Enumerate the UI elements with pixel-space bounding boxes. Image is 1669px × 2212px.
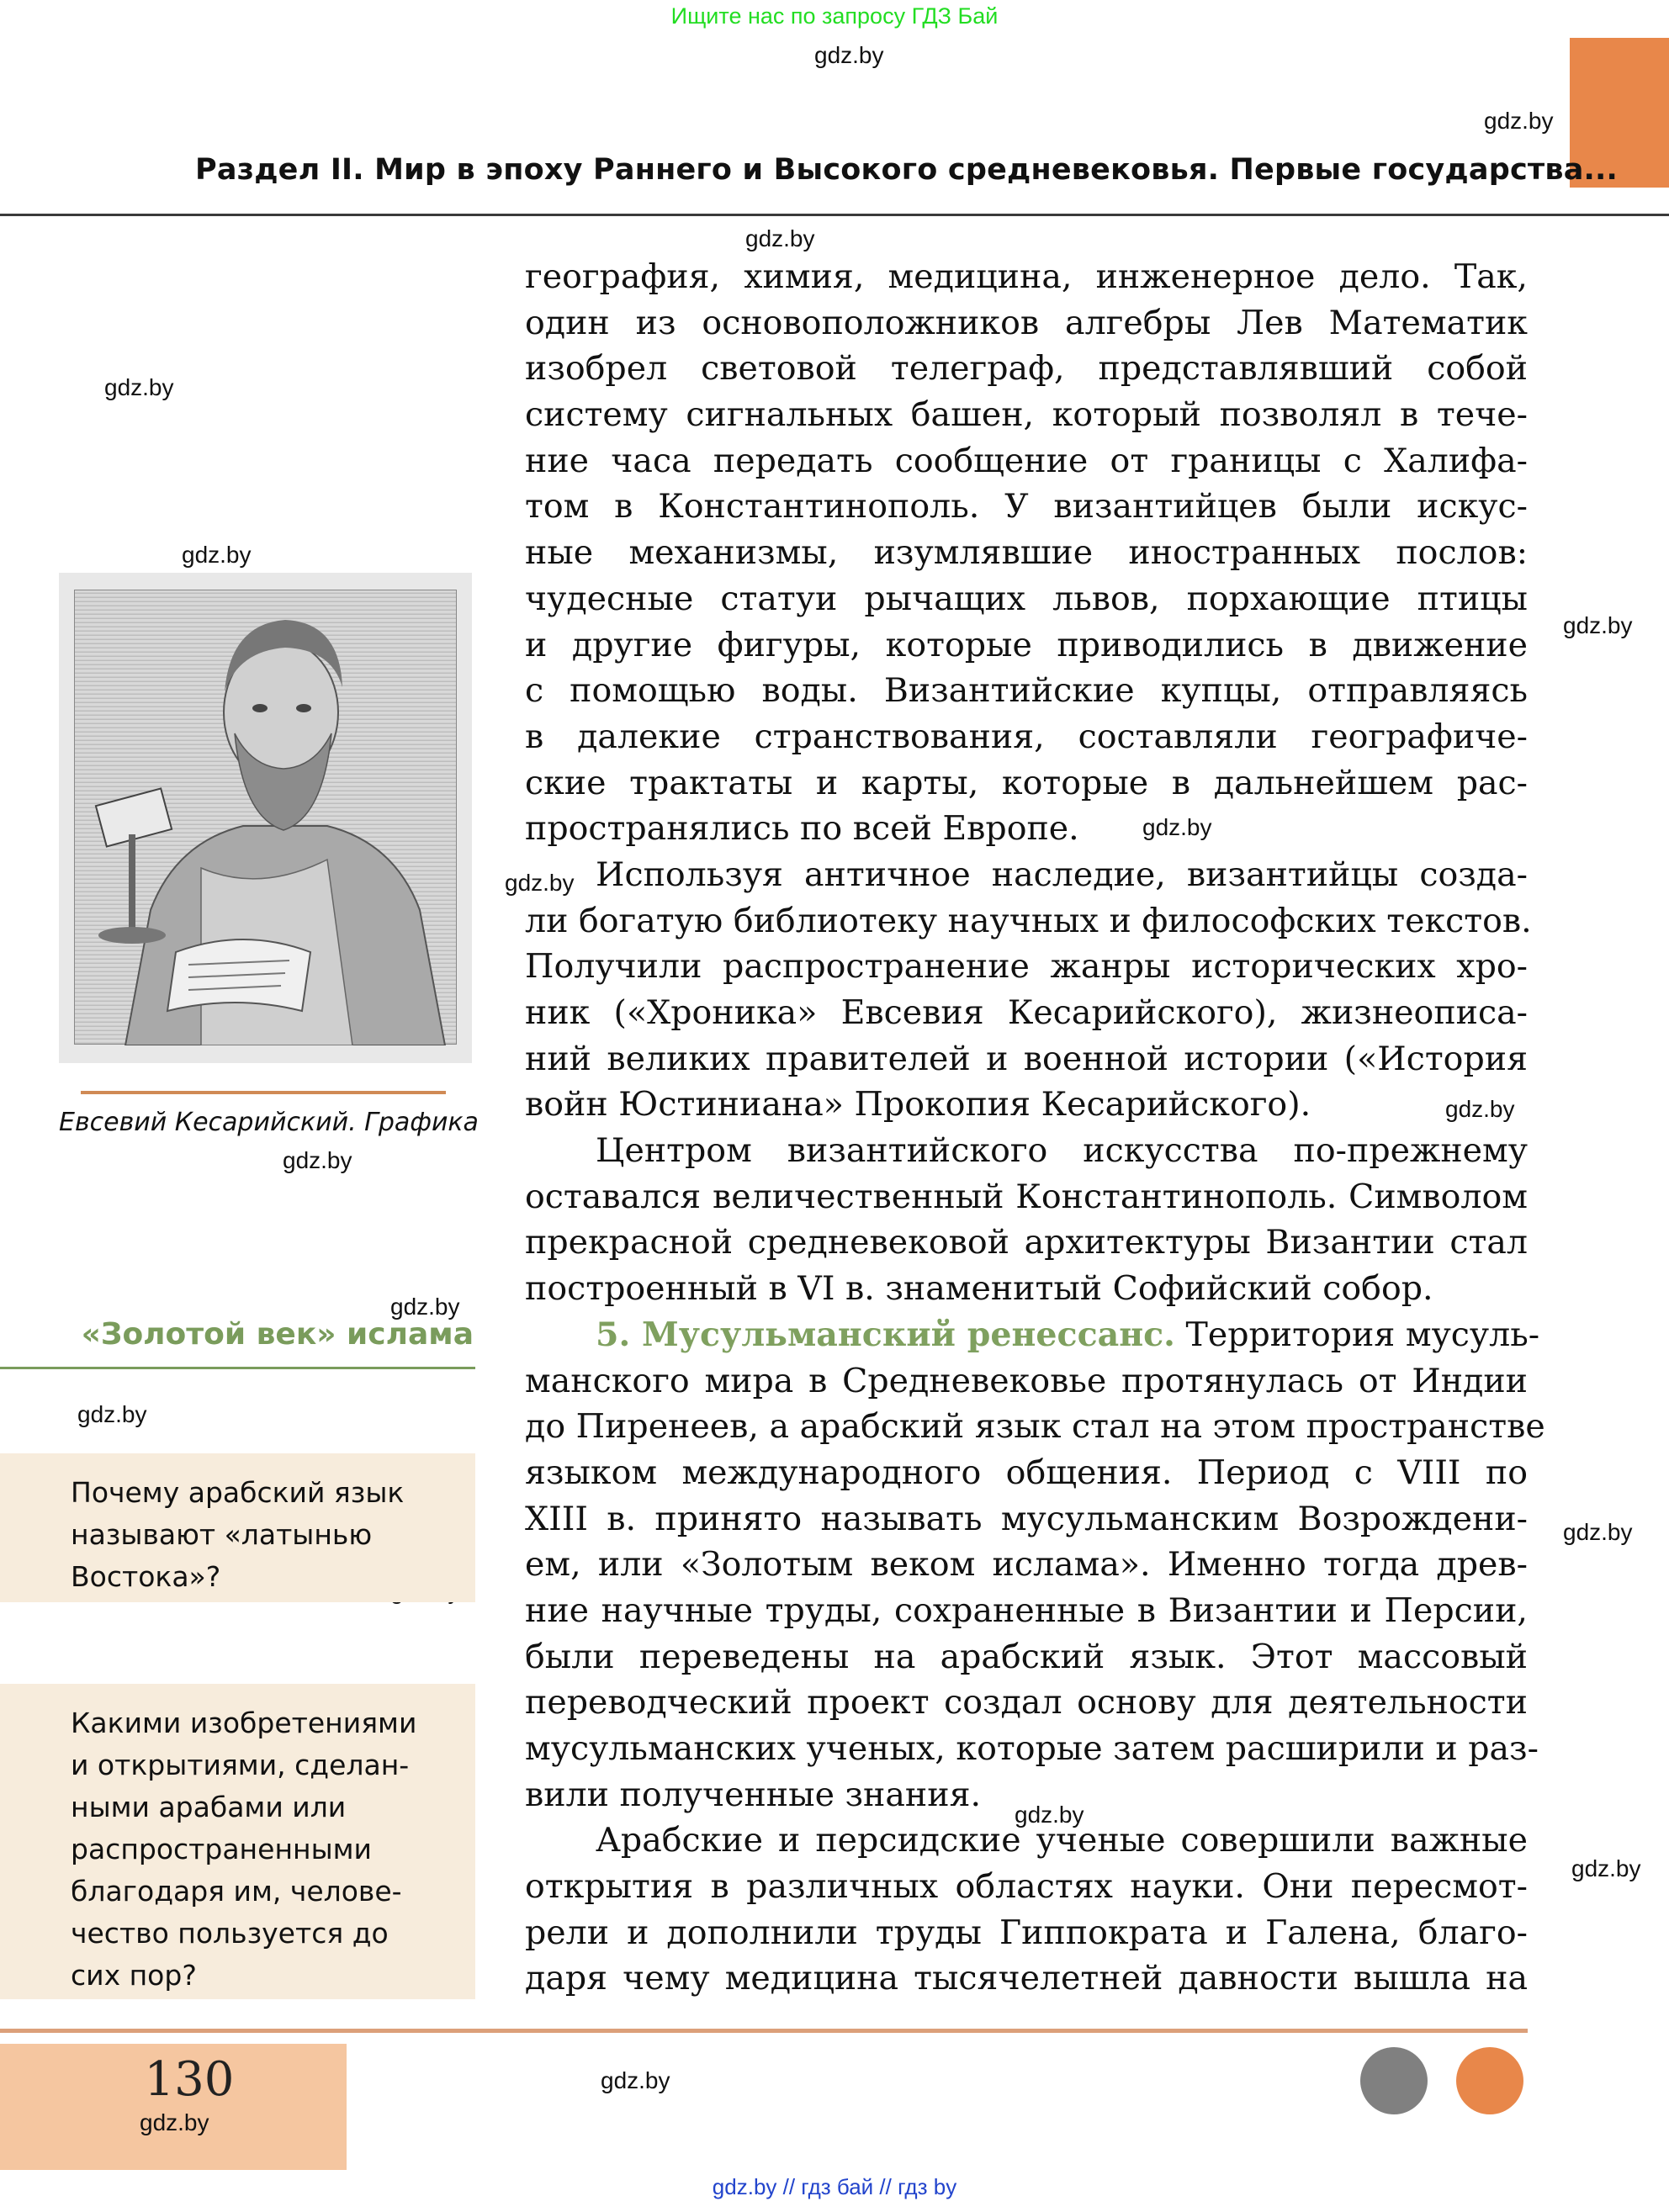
text-line: в далекие странствования, составляли географиче-	[525, 717, 1528, 756]
question-line: распространенными	[71, 1833, 372, 1865]
question-line: называют «латынью	[71, 1518, 373, 1551]
text-line: ные механизмы, изумлявшие иностранных послов:	[525, 533, 1528, 573]
watermark: gdz.by	[140, 2109, 209, 2135]
text-line: языком международного общения. Период с VIII по	[525, 1453, 1528, 1492]
question-line: и открытиями, сделан-	[71, 1749, 410, 1781]
text-line: открытия в различных областях науки. Они пересмот-	[525, 1867, 1528, 1907]
text-line: вили полученные знания.	[525, 1775, 982, 1814]
watermark: gdz.by	[1445, 1096, 1515, 1122]
text-line: Центром византийского искусства по-прежнему	[596, 1131, 1528, 1171]
watermark: gdz.by	[814, 42, 884, 68]
text-line: манского мира в Средневековье протянулась от Индии	[525, 1361, 1528, 1400]
watermark: gdz.by	[1142, 814, 1212, 840]
text-line: прекрасной средневековой архитектуры Византии стал	[525, 1223, 1528, 1262]
text-line: Получили распространение жанры исторических хро-	[525, 947, 1528, 987]
text-line: том в Константинополь. У византийцев были искус-	[525, 487, 1528, 527]
text-line: Арабские и персидские ученые совершили важные	[596, 1821, 1528, 1860]
text-line: изобрел световой телеграф, представлявший собой	[525, 349, 1528, 389]
watermark: gdz.by	[182, 542, 252, 568]
watermark: gdz.by	[505, 870, 575, 896]
question-line: благодаря им, челове-	[71, 1875, 402, 1908]
text-line: ские трактаты и карты, которые в дальнейшем рас-	[525, 763, 1528, 802]
footer-divider	[0, 2029, 1528, 2033]
watermark: gdz.by	[745, 225, 815, 251]
text-line: ли богатую библиотеку научных и философских текстов.	[525, 901, 1532, 940]
caption-divider	[81, 1091, 446, 1094]
orange-dot-icon	[1456, 2047, 1523, 2114]
gray-dot-icon	[1360, 2047, 1428, 2114]
watermark: gdz.by	[1571, 1855, 1641, 1881]
text-line: ник («Хроника» Евсевия Кесарийского), жизнеописа-	[525, 993, 1528, 1032]
watermark: gdz.by	[104, 374, 174, 400]
text-line-with-heading	[525, 1312, 1540, 1358]
question-line: ными арабами или	[71, 1791, 347, 1823]
main-text-column	[525, 254, 1545, 2002]
watermark: gdz.by	[601, 2067, 670, 2093]
text-line: пространялись по всей Европе.	[525, 809, 1079, 849]
question-line: чество пользуется до	[71, 1917, 389, 1950]
text-line: даря чему медицина тысячелетней давности вышла на	[525, 1959, 1528, 1998]
question-line: Востока»?	[71, 1560, 221, 1593]
watermark: gdz.by	[390, 1294, 460, 1320]
text-fragment: Территория мусуль-	[1185, 1315, 1540, 1354]
watermark: gdz.by	[1015, 1802, 1084, 1828]
question-line: Почему арабский язык	[71, 1476, 405, 1509]
question-box	[0, 1453, 475, 1602]
page-number: 130	[144, 2052, 235, 2107]
section-heading: 5. Мусульманский ренессанс.	[596, 1315, 1175, 1354]
watermark: gdz.by	[1484, 108, 1554, 134]
footer-links[interactable]: gdz.by // гдз бай // гдз by	[712, 2174, 957, 2199]
text-line: до Пиренеев, а арабский язык стал на этом пространстве	[525, 1407, 1545, 1447]
image-caption: Евсевий Кесарийский. Графика	[59, 1108, 479, 1137]
text-line: с помощью воды. Византийские купцы, отправляясь	[525, 671, 1528, 711]
text-line: ний великих правителей и военной истории («История	[525, 1039, 1528, 1078]
text-line: оставался величественный Константинополь. Символом	[525, 1177, 1528, 1216]
text-line: XIII в. принято называть мусульманским Возрождени-	[525, 1499, 1528, 1538]
watermark: gdz.by	[77, 1401, 147, 1427]
sidebar-heading: «Золотой век» ислама	[81, 1317, 474, 1352]
sidebar-heading-divider	[0, 1367, 475, 1369]
header-divider	[0, 214, 1669, 216]
text-line: были переведены на арабский язык. Этот массовый	[525, 1637, 1528, 1676]
text-line: мусульманских ученых, которые затем расширили и раз-	[525, 1729, 1539, 1768]
watermark: gdz.by	[1563, 612, 1633, 638]
text-line: переводческий проект создал основу для деятельности	[525, 1683, 1528, 1723]
text-line: построенный в VI в. знаменитый Софийский собор.	[525, 1269, 1433, 1309]
text-line: войн Юстиниана» Прокопия Кесарийского).	[525, 1085, 1311, 1125]
text-line: систему сигнальных башен, который позволял в тече-	[525, 395, 1528, 435]
text-line: чудесные статуи рычащих львов, порхающие птицы	[525, 579, 1528, 618]
text-line: ем, или «Золотым веком ислама». Именно тогда древ-	[525, 1545, 1528, 1585]
text-line: и другие фигуры, которые приводились в движение	[525, 625, 1528, 664]
search-hint-banner: Ищите нас по запросу ГДЗ Бай	[670, 3, 999, 29]
portrait-figure-icon	[75, 590, 458, 1045]
watermark: gdz.by	[1563, 1519, 1633, 1545]
watermark: gdz.by	[283, 1147, 352, 1173]
section-title: Раздел II. Мир в эпоху Раннего и Высокого средневековья. Первые государства...	[195, 153, 1619, 187]
text-line: рели и дополнили труды Гиппократа и Галена, благо-	[525, 1913, 1528, 1952]
text-line: один из основоположников алгебры Лев Математик	[525, 303, 1528, 342]
text-line: ние научные труды, сохраненные в Византии и Персии,	[525, 1590, 1528, 1630]
text-line: Используя античное наследие, византийцы созда-	[596, 855, 1528, 894]
text-line: ние часа передать сообщение от границы с Халифа-	[525, 441, 1528, 480]
portrait-image	[59, 573, 472, 1063]
question-line: Какими изобретениями	[71, 1707, 417, 1739]
question-box	[0, 1684, 475, 1999]
text-line: география, химия, медицина, инженерное дело. Так,	[525, 257, 1528, 296]
question-line: сих пор?	[71, 1959, 197, 1992]
engraving-background	[74, 590, 457, 1045]
